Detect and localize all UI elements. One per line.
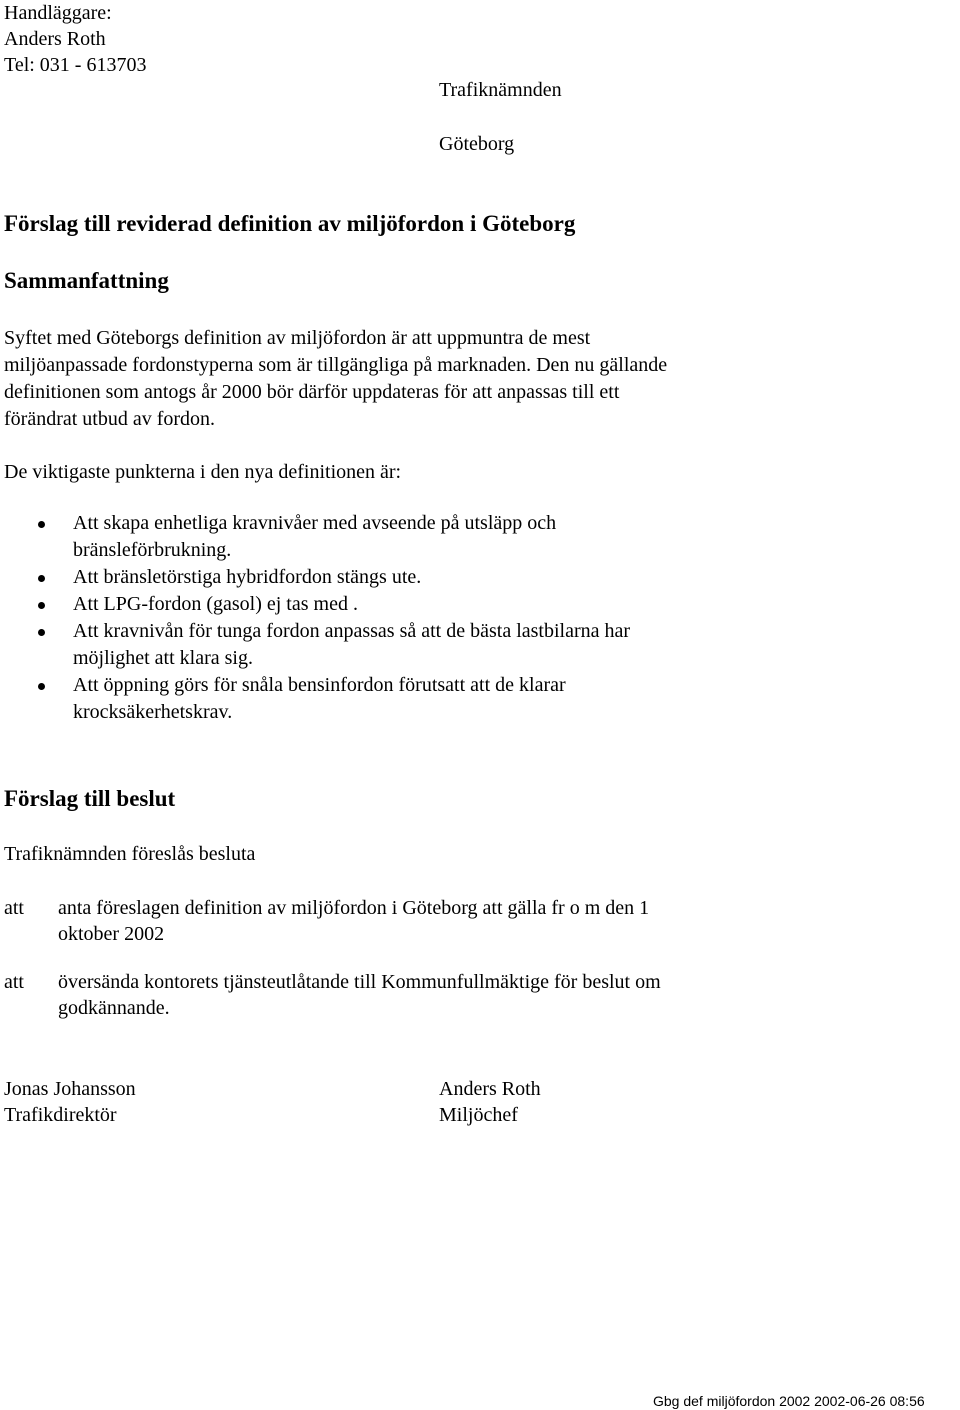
handler-label: Handläggare: <box>4 2 112 24</box>
list-item-line: Att kravnivån för tunga fordon anpassas så att de bästa lastbilarna har <box>73 620 631 642</box>
recipient-block <box>439 77 562 157</box>
list-item-line: krocksäkerhetskrav. <box>73 701 233 723</box>
list-item <box>0 672 630 726</box>
list-item-line: Att bränsletörstiga hybridfordon stängs ute. <box>73 566 422 588</box>
clause-body <box>58 969 661 1021</box>
signatory-name: Anders Roth <box>439 1078 541 1100</box>
clause-prefix: att <box>4 897 24 919</box>
bullet-icon <box>38 575 45 582</box>
recipient-city: Göteborg <box>439 133 515 155</box>
document-title: Förslag till reviderad definition av miljöfordon i Göteborg <box>4 211 576 236</box>
decision-intro: Trafiknämnden föreslås besluta <box>4 843 256 865</box>
list-item-line: Att öppning görs för snåla bensinfordon förutsatt att de klarar <box>73 674 566 696</box>
handler-name: Anders Roth <box>4 28 106 50</box>
summary-line: definitionen som antogs år 2000 bör därför uppdateras för att anpassas till ett <box>4 381 620 403</box>
recipient-body: Trafiknämnden <box>439 79 562 101</box>
clause-prefix: att <box>4 971 24 993</box>
list-item-line: Att skapa enhetliga kravnivåer med avseende på utsläpp och <box>73 512 557 534</box>
signature-block <box>4 1076 136 1128</box>
signatory-name: Jonas Johansson <box>4 1078 136 1100</box>
summary-line: förändrat utbud av fordon. <box>4 408 216 430</box>
handler-block <box>4 0 146 78</box>
key-points-list <box>0 510 630 726</box>
bullet-icon <box>38 521 45 528</box>
page-footer: Gbg def miljöfordon 2002 2002-06-26 08:56 <box>653 1393 925 1409</box>
summary-heading: Sammanfattning <box>4 268 169 293</box>
list-item <box>0 618 630 672</box>
bullet-icon <box>38 629 45 636</box>
summary-line: miljöanpassade fordonstyperna som är tillgängliga på marknaden. Den nu gällande <box>4 354 668 376</box>
bullet-icon <box>38 683 45 690</box>
summary-paragraph <box>4 325 667 433</box>
decision-heading: Förslag till beslut <box>4 786 176 811</box>
handler-phone: Tel: 031 - 613703 <box>4 54 147 76</box>
signature-block <box>439 1076 541 1128</box>
bullet-icon <box>38 602 45 609</box>
summary-line: Syftet med Göteborgs definition av miljöfordon är att uppmuntra de mest <box>4 327 591 349</box>
signatory-title: Trafikdirektör <box>4 1104 117 1126</box>
clause-line: översända kontorets tjänsteutlåtande till Kommunfullmäktige för beslut om <box>58 971 661 993</box>
list-item <box>0 591 630 618</box>
list-item <box>0 564 630 591</box>
list-item-line: bränsleförbrukning. <box>73 539 232 561</box>
clause-line: oktober 2002 <box>58 923 165 945</box>
list-item-line: Att LPG-fordon (gasol) ej tas med . <box>73 593 358 615</box>
points-intro: De viktigaste punkterna i den nya definitionen är: <box>4 461 402 483</box>
list-item <box>0 510 630 564</box>
clause-line: godkännande. <box>58 997 170 1019</box>
list-item-line: möjlighet att klara sig. <box>73 647 253 669</box>
signatory-title: Miljöchef <box>439 1104 518 1126</box>
clause-body <box>58 895 649 947</box>
clause-line: anta föreslagen definition av miljöfordon i Göteborg att gälla fr o m den 1 <box>58 897 650 919</box>
